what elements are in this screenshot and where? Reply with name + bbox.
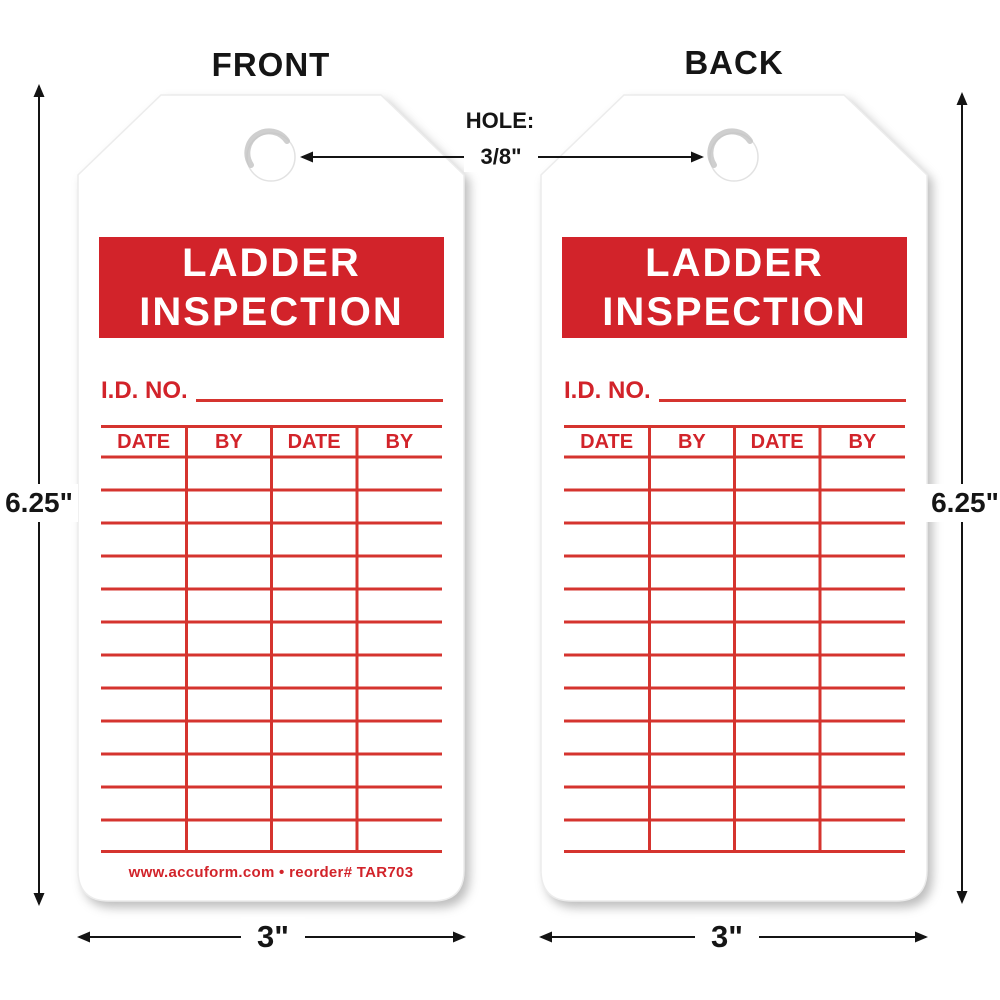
front-tag: [77, 94, 465, 902]
footer-text: www.accuform.com • reorder# TAR703: [128, 864, 414, 881]
arrow-up-icon: [34, 84, 45, 97]
inspection-table: [564, 425, 905, 853]
banner-line1: LADDER: [645, 240, 824, 285]
height-dimension-value-left: 6.25": [0, 484, 78, 522]
banner-line1: LADDER: [182, 240, 361, 285]
banner-line2: INSPECTION: [139, 289, 404, 334]
arrow-down-icon: [957, 891, 968, 904]
table-header-row: [564, 428, 905, 456]
arrow-down-icon: [34, 893, 45, 906]
back-side-title: BACK: [684, 44, 784, 81]
table-header-row: [101, 428, 442, 456]
table-grid-lines: [101, 425, 442, 853]
table-header-cell: BY: [385, 431, 414, 453]
table-header-cell: DATE: [287, 431, 341, 453]
arrow-left-icon: [77, 932, 90, 943]
height-dimension-value-right: 6.25": [926, 484, 1000, 522]
arrow-right-icon: [915, 932, 928, 943]
arrow-up-icon: [957, 92, 968, 105]
front-width-dimension-value: 3": [241, 917, 305, 957]
id-number-row: [564, 376, 906, 406]
title-banner: [99, 237, 444, 338]
table-header-cell: DATE: [117, 431, 171, 453]
table-grid-lines: [564, 425, 905, 853]
id-number-label: I.D. NO.: [101, 377, 188, 404]
banner-line2: INSPECTION: [602, 289, 867, 334]
id-number-label: I.D. NO.: [564, 377, 651, 404]
id-number-blank-line: [659, 399, 906, 402]
table-header-cell: BY: [214, 431, 243, 453]
front-side-title: FRONT: [211, 46, 331, 83]
table-header-cell: BY: [848, 431, 877, 453]
table-header-cell: DATE: [750, 431, 804, 453]
arrow-left-icon: [539, 932, 552, 943]
hole-callout-label: HOLE:: [465, 108, 535, 133]
arrow-right-icon: [453, 932, 466, 943]
id-number-row: [101, 376, 443, 406]
inspection-table: [101, 425, 442, 853]
back-width-dimension-value: 3": [695, 917, 759, 957]
title-banner: [562, 237, 907, 338]
hole-size-value: 3/8": [464, 142, 538, 172]
table-header-cell: DATE: [580, 431, 634, 453]
id-number-blank-line: [196, 399, 443, 402]
back-tag: [540, 94, 928, 902]
table-header-cell: BY: [677, 431, 706, 453]
